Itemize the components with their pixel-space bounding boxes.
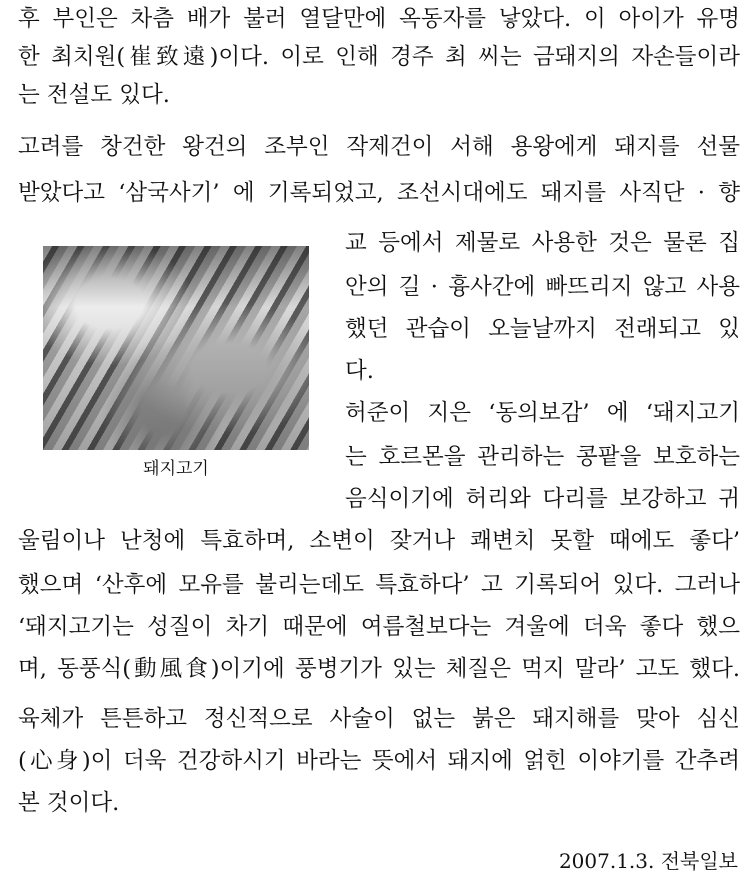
text-line: 고려를 창건한 왕건의 조부인 작제건이 서해 용왕에게 돼지를 선물 [18, 134, 740, 160]
source-citation: 2007.1.3. 전북일보 [558, 849, 738, 873]
text-line: 는 호르몬을 관리하는 콩팥을 보호하는 [345, 444, 740, 470]
photo-caption: 돼지고기 [143, 459, 209, 479]
text-line: 본 것이다. [18, 790, 120, 816]
text-line: 후 부인은 차츰 배가 불러 열달만에 옥동자를 낳았다. 이 아이가 유명 [18, 6, 740, 32]
text-line: 했으며 ‘산후에 모유를 불리는데도 특효하다’ 고 기록되어 있다. 그러나 [18, 572, 740, 598]
text-line: (心身)이 더욱 건강하시기 바라는 뜻에서 돼지에 얽힌 이야기를 간추려 [18, 748, 740, 774]
pork-photo [43, 246, 309, 450]
text-line: 육체가 튼튼하고 정신적으로 사술이 없는 붉은 돼지해를 맞아 심신 [18, 706, 740, 732]
text-line: 허준이 지은 ‘동의보감’ 에 ‘돼지고기 [345, 400, 740, 426]
text-line: 한 최치원(崔致遠)이다. 이로 인해 경주 최 씨는 금돼지의 자손들이라 [18, 44, 740, 70]
text-line: 안의 길 · 흉사간에 빠뜨리지 않고 사용 [345, 274, 740, 300]
text-line: 는 전설도 있다. [18, 82, 170, 108]
text-line: 다. [345, 358, 374, 384]
text-line: 받았다고 ‘삼국사기’ 에 기록되었고, 조선시대에도 돼지를 사직단 · 향 [18, 180, 740, 206]
text-line: 교 등에서 제물로 사용한 것은 물론 집 [345, 230, 740, 256]
text-line: 음식이기에 허리와 다리를 보강하고 귀 [345, 486, 740, 512]
text-line: 며, 동풍식(動風食)이기에 풍병기가 있는 체질은 먹지 말라’ 고도 했다. [18, 656, 740, 682]
text-line: 울림이나 난청에 특효하며, 소변이 잦거나 쾌변치 못할 때에도 좋다’ [18, 528, 740, 554]
text-line: 했던 관습이 오늘날까지 전래되고 있 [345, 316, 740, 342]
text-line: ‘돼지고기는 성질이 차기 때문에 여름철보다는 겨울에 더욱 좋다 했으 [18, 614, 740, 640]
